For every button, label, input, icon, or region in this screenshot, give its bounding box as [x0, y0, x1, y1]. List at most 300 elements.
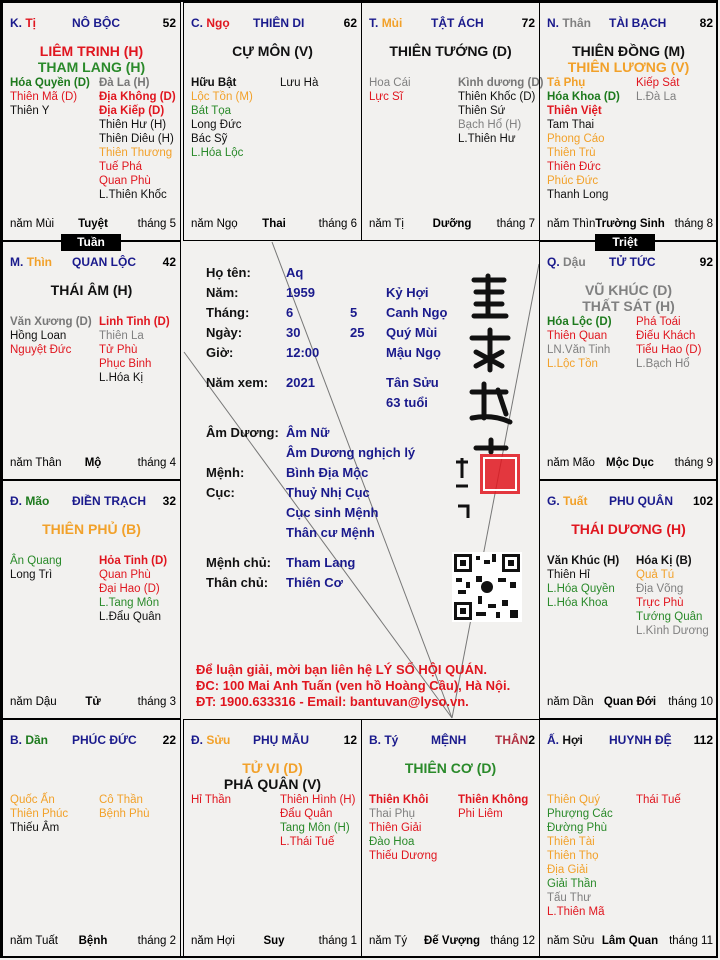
palace-footer	[369, 218, 535, 232]
palace-name: TỬ TỨC	[609, 255, 656, 269]
year-label: năm Thân	[10, 457, 62, 469]
minor-stars-left	[10, 554, 62, 582]
value-cuc-note1: Cục sinh Mệnh	[286, 505, 379, 520]
palace-cell[interactable]	[539, 480, 718, 719]
contact-line-1: Để luận giải, mời bạn liên hệ LÝ SỐ HỘI QUÁN.	[196, 662, 487, 677]
minor-star: Địa Võng	[636, 583, 684, 595]
palace-footer	[369, 935, 535, 949]
month-label: tháng 7	[496, 218, 535, 230]
branch-name: Tuất	[563, 494, 588, 508]
minor-star: Tiểu Hao (D)	[636, 344, 702, 356]
life-stage: Lâm Quan	[601, 935, 659, 947]
main-stars	[540, 43, 717, 75]
branch-name: Dần	[25, 733, 49, 747]
palace-footer	[547, 696, 713, 710]
than-marker: THÂN	[495, 733, 529, 747]
palace-stem	[547, 733, 583, 747]
minor-star: Bát Tọa	[191, 105, 232, 117]
main-star: THÁI DƯƠNG (H)	[571, 521, 686, 537]
main-star: THIÊN TƯỚNG (D)	[389, 43, 512, 59]
value-age: 63 tuổi	[386, 395, 428, 410]
calligraphy-logo	[446, 272, 526, 532]
palace-footer	[191, 218, 357, 232]
stem-letter: Q.	[547, 255, 560, 269]
life-stage: Suy	[263, 935, 285, 947]
minor-star: L.Thiên Khốc	[99, 189, 167, 201]
palace-name: ĐIỀN TRẠCH	[72, 494, 146, 508]
label-day: Ngày:	[206, 325, 243, 340]
main-star: LIÊM TRINH (H)	[39, 43, 144, 59]
value-menh: Bình Địa Mộc	[286, 465, 369, 480]
minor-star: Địa Không (D)	[99, 91, 176, 103]
palace-age: 32	[162, 494, 176, 508]
palace-stem	[369, 733, 398, 747]
minor-stars-left	[191, 76, 253, 160]
label-am-duong: Âm Dương:	[206, 425, 279, 440]
minor-stars-left	[10, 76, 90, 118]
minor-star: Tả Phụ	[547, 77, 586, 89]
palace-stem	[547, 16, 591, 30]
label-than-chu: Thân chủ:	[206, 575, 269, 590]
main-stars	[362, 43, 539, 59]
triet-marker: Triệt	[595, 234, 655, 251]
minor-star: Thiên Không	[458, 794, 529, 806]
month-label: tháng 6	[318, 218, 357, 230]
year-label: năm Tị	[369, 218, 404, 230]
branch-name: Mão	[25, 494, 50, 508]
year-label: năm Thìn	[547, 218, 596, 230]
life-stage: Thai	[262, 218, 286, 230]
main-star: THIÊN ĐỒNG (M)	[572, 43, 685, 59]
minor-star: Thiên Thọ	[547, 850, 599, 862]
label-hour: Giờ:	[206, 345, 234, 360]
palace-header	[10, 16, 176, 32]
label-menh-chu: Mệnh chủ:	[206, 555, 271, 570]
palace-header	[10, 733, 176, 749]
minor-star: Thiên Khốc (D)	[458, 91, 536, 103]
palace-age: 42	[162, 255, 176, 269]
minor-star: Phục Binh	[99, 358, 152, 370]
palace-footer	[547, 218, 713, 232]
minor-stars-right	[458, 76, 543, 146]
palace-name: TẬT ÁCH	[431, 16, 484, 30]
minor-star: Đà La (H)	[99, 77, 150, 89]
minor-star: Giải Thần	[547, 878, 597, 890]
label-year: Năm:	[206, 285, 239, 300]
value-am-duong-note: Âm Dương nghịch lý	[286, 445, 416, 460]
month-label: tháng 8	[674, 218, 713, 230]
palace-footer	[10, 218, 176, 232]
minor-star: Thiên Quý	[547, 794, 601, 806]
minor-star: Hữu Bật	[191, 77, 237, 89]
minor-star: Đào Hoa	[369, 836, 415, 848]
year-label: năm Ngọ	[191, 218, 238, 230]
month-label: tháng 9	[674, 457, 713, 469]
info-panel	[184, 242, 540, 720]
minor-star: Thiếu Âm	[10, 822, 60, 834]
minor-star: Thanh Long	[547, 189, 609, 201]
minor-star: Phi Liêm	[458, 808, 503, 820]
palace-cell[interactable]	[361, 719, 540, 958]
minor-star: Quả Tú	[636, 569, 675, 581]
month-label: tháng 3	[137, 696, 176, 708]
minor-star: L.Thái Tuế	[280, 836, 335, 848]
value-day-lunar: 25	[350, 325, 365, 340]
minor-star: Thiên Quan	[547, 330, 608, 342]
palace-cell[interactable]	[539, 241, 718, 480]
life-stage: Trường Sinh	[595, 218, 665, 230]
main-stars	[540, 521, 717, 537]
label-name: Họ tên:	[206, 265, 251, 280]
stem-letter: C.	[191, 16, 203, 30]
minor-star: Thai Phụ	[369, 808, 416, 820]
minor-star: L.Hóa Quyền	[547, 583, 615, 595]
minor-star: Phúc Đức	[547, 175, 599, 187]
qr-code	[452, 552, 522, 622]
month-label: tháng 11	[669, 935, 713, 947]
minor-star: L.Kình Dương	[636, 625, 709, 637]
minor-star: Văn Khúc (H)	[547, 555, 620, 567]
palace-cell[interactable]	[2, 719, 181, 958]
palace-header	[10, 494, 176, 510]
value-month-canchi: Canh Ngọ	[386, 305, 448, 320]
minor-stars-left	[191, 793, 231, 807]
stem-letter: M.	[10, 255, 24, 269]
main-star: PHÁ QUÂN (V)	[223, 776, 322, 792]
stem-letter: Ấ.	[547, 733, 559, 747]
month-label: tháng 10	[668, 696, 713, 708]
minor-star: Tử Phù	[99, 344, 138, 356]
minor-stars-right	[99, 554, 167, 624]
minor-star: L.Lộc Tồn	[547, 358, 598, 370]
minor-star: Thiên Trù	[547, 147, 596, 159]
contact-phone-email[interactable]: ĐT: 1900.633316 - Email: bantuvan@lyso.vn.	[196, 694, 469, 709]
minor-stars-left	[10, 315, 92, 357]
minor-star: Bệnh Phù	[99, 808, 150, 820]
minor-star: Tấu Thư	[547, 892, 591, 904]
palace-age: 82	[699, 16, 713, 30]
palace-stem	[547, 494, 587, 508]
value-year: 1959	[286, 285, 315, 300]
palace-age: 2	[528, 733, 535, 747]
palace-stem	[547, 255, 586, 269]
main-stars	[3, 521, 180, 537]
minor-star: Địa Kiếp (D)	[99, 105, 165, 117]
minor-star: Kiếp Sát	[636, 77, 680, 89]
stem-letter: K.	[10, 16, 22, 30]
minor-star: Thiên Y	[10, 105, 50, 117]
minor-star: Ân Quang	[10, 555, 62, 567]
palace-age: 52	[162, 16, 176, 30]
minor-star: Trực Phù	[636, 597, 684, 609]
palace-header	[547, 255, 713, 271]
branch-name: Hợi	[562, 733, 583, 747]
palace-name: NÔ BỘC	[72, 16, 120, 30]
branch-name: Thìn	[26, 255, 53, 269]
main-star: THIÊN LƯƠNG (V)	[567, 59, 690, 75]
value-day: 30	[286, 325, 301, 340]
palace-cell[interactable]	[539, 2, 718, 241]
main-star: THIÊN CƠ (D)	[404, 760, 497, 776]
minor-star: Tuế Phá	[99, 161, 143, 173]
stem-letter: Đ.	[191, 733, 203, 747]
minor-star: L.Đẩu Quân	[99, 611, 162, 623]
minor-stars-right	[636, 554, 709, 638]
minor-star: Hỉ Thần	[191, 794, 232, 806]
palace-header	[547, 494, 713, 510]
branch-name: Dậu	[563, 255, 586, 269]
minor-star: Quốc Ấn	[10, 794, 55, 806]
minor-star: L.Đà La	[636, 91, 677, 103]
palace-footer	[547, 457, 713, 471]
minor-star: L.Bạch Hổ	[636, 358, 690, 370]
palace-footer	[10, 935, 176, 949]
month-label: tháng 2	[137, 935, 176, 947]
minor-stars-right	[636, 793, 681, 807]
palace-stem	[10, 16, 36, 30]
palace-cell[interactable]	[539, 719, 718, 958]
stem-letter: B.	[10, 733, 22, 747]
minor-star: Bác Sỹ	[191, 133, 228, 145]
palace-age: 72	[521, 16, 535, 30]
minor-star: Thiên Khôi	[369, 794, 429, 806]
minor-stars-left	[547, 554, 619, 610]
minor-star: L.Hóa Kị	[99, 372, 144, 384]
palace-stem	[191, 733, 230, 747]
minor-star: Địa Giải	[547, 864, 588, 876]
palace-cell[interactable]	[2, 480, 181, 719]
minor-star: Văn Xương (D)	[10, 316, 92, 328]
minor-stars-right	[636, 76, 679, 104]
value-than-chu: Thiên Cơ	[286, 575, 343, 590]
palace-header	[191, 733, 357, 749]
minor-star: Lực Sĩ	[369, 91, 403, 103]
minor-star: Phá Toái	[636, 316, 681, 328]
stem-letter: G.	[547, 494, 560, 508]
branch-name: Sửu	[206, 733, 231, 747]
month-label: tháng 12	[490, 935, 535, 947]
minor-star: L.Hóa Lộc	[191, 147, 244, 159]
life-stage: Bệnh	[78, 935, 108, 947]
palace-age: 112	[693, 733, 713, 747]
minor-star: Thiên Hư (H)	[99, 119, 167, 131]
minor-star: Nguyệt Đức	[10, 344, 72, 356]
main-stars	[362, 760, 539, 776]
minor-star: Quan Phù	[99, 569, 151, 581]
value-day-canchi: Quý Mùi	[386, 325, 438, 340]
minor-stars-left	[10, 793, 68, 835]
minor-star: Tam Thai	[547, 119, 595, 131]
value-hour: 12:00	[286, 345, 320, 360]
minor-stars-left	[369, 793, 437, 863]
life-stage: Tuyệt	[78, 218, 108, 230]
main-star: THÁI ÂM (H)	[50, 282, 133, 298]
palace-cell[interactable]	[183, 719, 362, 958]
year-label: năm Tý	[369, 935, 408, 947]
minor-star: Hỏa Tinh (D)	[99, 555, 168, 567]
minor-star: Cô Thần	[99, 794, 143, 806]
palace-header	[547, 16, 713, 32]
value-year-canchi: Kỷ Hợi	[386, 285, 429, 300]
minor-star: Thiếu Dương	[369, 850, 438, 862]
palace-stem	[10, 733, 48, 747]
main-stars	[3, 282, 180, 298]
minor-star: Thiên Mã (D)	[10, 91, 78, 103]
main-star: THAM LANG (H)	[37, 59, 146, 75]
life-stage: Mộ	[84, 457, 102, 469]
minor-star: Hóa Kị (B)	[636, 555, 692, 567]
value-view-year: 2021	[286, 375, 315, 390]
life-stage: Dưỡng	[432, 218, 472, 230]
minor-star: Điếu Khách	[636, 330, 696, 342]
palace-age: 62	[343, 16, 357, 30]
palace-name: MỆNH	[431, 733, 467, 747]
palace-header	[369, 16, 535, 32]
value-cuc-note2: Thân cư Mệnh	[286, 525, 375, 540]
palace-name: PHÚC ĐỨC	[72, 733, 137, 747]
minor-star: Hóa Quyền (D)	[10, 77, 90, 89]
minor-star: Thiên Việt	[547, 105, 602, 117]
minor-star: Hoa Cái	[369, 77, 411, 89]
minor-star: Thái Tuế	[636, 794, 681, 806]
value-month-lunar: 5	[350, 305, 358, 320]
main-stars	[540, 282, 717, 314]
value-view-year-canchi: Tân Sửu	[386, 375, 439, 390]
main-stars	[184, 43, 361, 59]
year-label: năm Tuất	[10, 935, 58, 947]
palace-name: PHU QUÂN	[609, 494, 674, 508]
year-label: năm Hợi	[191, 935, 235, 947]
palace-header	[369, 733, 535, 749]
minor-star: Quan Phù	[99, 175, 151, 187]
label-cuc: Cục:	[206, 485, 235, 500]
palace-age: 12	[343, 733, 357, 747]
year-label: năm Sửu	[547, 935, 595, 947]
minor-star: Phượng Các	[547, 808, 613, 820]
minor-star: L.Hóa Khoa	[547, 597, 608, 609]
minor-star: Lộc Tồn (M)	[191, 91, 253, 103]
contact-address: ĐC: 100 Mai Anh Tuấn (ven hồ Hoàng Cầu), Hà Nội.	[196, 678, 511, 693]
year-label: năm Dần	[547, 696, 594, 708]
minor-star: Thiên Sứ	[458, 105, 506, 117]
year-label: năm Mùi	[10, 218, 55, 230]
minor-star: Thiên Thương	[99, 147, 173, 159]
palace-footer	[547, 935, 713, 949]
main-star: CỰ MÔN (V)	[232, 43, 313, 59]
minor-star: L.Thiên Hư	[458, 133, 516, 145]
minor-stars-left	[547, 315, 612, 371]
palace-header	[547, 733, 713, 749]
stem-letter: Đ.	[10, 494, 22, 508]
palace-age: 22	[162, 733, 176, 747]
minor-star: Hồng Loan	[10, 330, 67, 342]
tuan-marker: Tuần	[61, 234, 121, 251]
minor-star: Hóa Khoa (D)	[547, 91, 620, 103]
minor-stars-right	[636, 315, 701, 371]
minor-star: L.Thiên Mã	[547, 906, 605, 918]
minor-star: Thiên Hỉ	[547, 569, 590, 581]
minor-stars-right	[458, 793, 528, 821]
palace-header	[10, 255, 176, 271]
minor-star: Linh Tinh (D)	[99, 316, 170, 328]
main-star: THIÊN PHỦ (B)	[42, 521, 141, 537]
minor-star: Tang Môn (H)	[280, 822, 350, 834]
stem-letter: B.	[369, 733, 381, 747]
life-stage: Mộc Dục	[606, 457, 654, 469]
branch-name: Thân	[562, 16, 592, 30]
value-cuc: Thuỷ Nhị Cục	[286, 485, 370, 500]
palace-age: 102	[692, 494, 713, 508]
year-label: năm Mão	[547, 457, 595, 469]
palace-cell[interactable]	[2, 2, 181, 241]
branch-name: Tý	[384, 733, 399, 747]
stem-letter: T.	[369, 16, 379, 30]
minor-star: Tướng Quân	[636, 611, 703, 623]
main-stars	[184, 760, 361, 792]
life-stage: Quan Đới	[603, 696, 657, 708]
minor-stars-left	[547, 793, 613, 919]
palace-stem	[191, 16, 230, 30]
palace-name: TÀI BẠCH	[609, 16, 667, 30]
minor-star: Đẩu Quân	[280, 808, 333, 820]
minor-stars-right	[99, 793, 150, 821]
main-star: VŨ KHÚC (D)	[584, 282, 673, 298]
branch-name: Mùi	[381, 16, 403, 30]
palace-footer	[10, 457, 176, 471]
palace-name: QUAN LỘC	[72, 255, 136, 269]
stem-letter: N.	[547, 16, 559, 30]
label-menh: Mệnh:	[206, 465, 245, 480]
palace-cell[interactable]	[2, 241, 181, 480]
minor-star: Thiên Tài	[547, 836, 595, 848]
label-month: Tháng:	[206, 305, 250, 320]
palace-cell[interactable]	[183, 2, 362, 241]
palace-name: THIÊN DI	[253, 16, 305, 30]
life-stage: Tử	[85, 696, 101, 708]
branch-name: Tị	[25, 16, 37, 30]
minor-stars-left	[369, 76, 411, 104]
palace-cell[interactable]	[361, 2, 544, 241]
month-label: tháng 5	[137, 218, 176, 230]
minor-star: Lưu Hà	[280, 77, 319, 89]
minor-stars-right	[99, 315, 170, 385]
palace-stem	[369, 16, 402, 30]
palace-name: HUYNH ĐỆ	[609, 733, 672, 747]
minor-stars-right	[99, 76, 176, 202]
minor-star: Đại Hao (D)	[99, 583, 160, 595]
main-star: TỬ VI (D)	[242, 760, 303, 776]
minor-star: Thiên Giải	[369, 822, 422, 834]
minor-star: Long Đức	[191, 119, 242, 131]
minor-star: Thiên La	[99, 330, 144, 342]
branch-name: Ngọ	[206, 16, 230, 30]
palace-stem	[10, 494, 49, 508]
minor-stars-right	[280, 793, 355, 849]
palace-footer	[191, 935, 357, 949]
value-am-duong: Âm Nữ	[286, 425, 330, 440]
minor-star: Hóa Lộc (D)	[547, 316, 612, 328]
label-view-year: Năm xem:	[206, 375, 269, 390]
value-hour-canchi: Mậu Ngọ	[386, 345, 441, 360]
minor-star: Long Trì	[10, 569, 53, 581]
palace-name: PHỤ MẪU	[253, 733, 309, 747]
minor-star: Thiên Đức	[547, 161, 601, 173]
value-name: Aq	[286, 265, 304, 280]
month-label: tháng 4	[137, 457, 176, 469]
minor-stars-right	[280, 76, 318, 90]
minor-star: Thiên Diêu (H)	[99, 133, 174, 145]
life-stage: Đế Vượng	[423, 935, 481, 947]
